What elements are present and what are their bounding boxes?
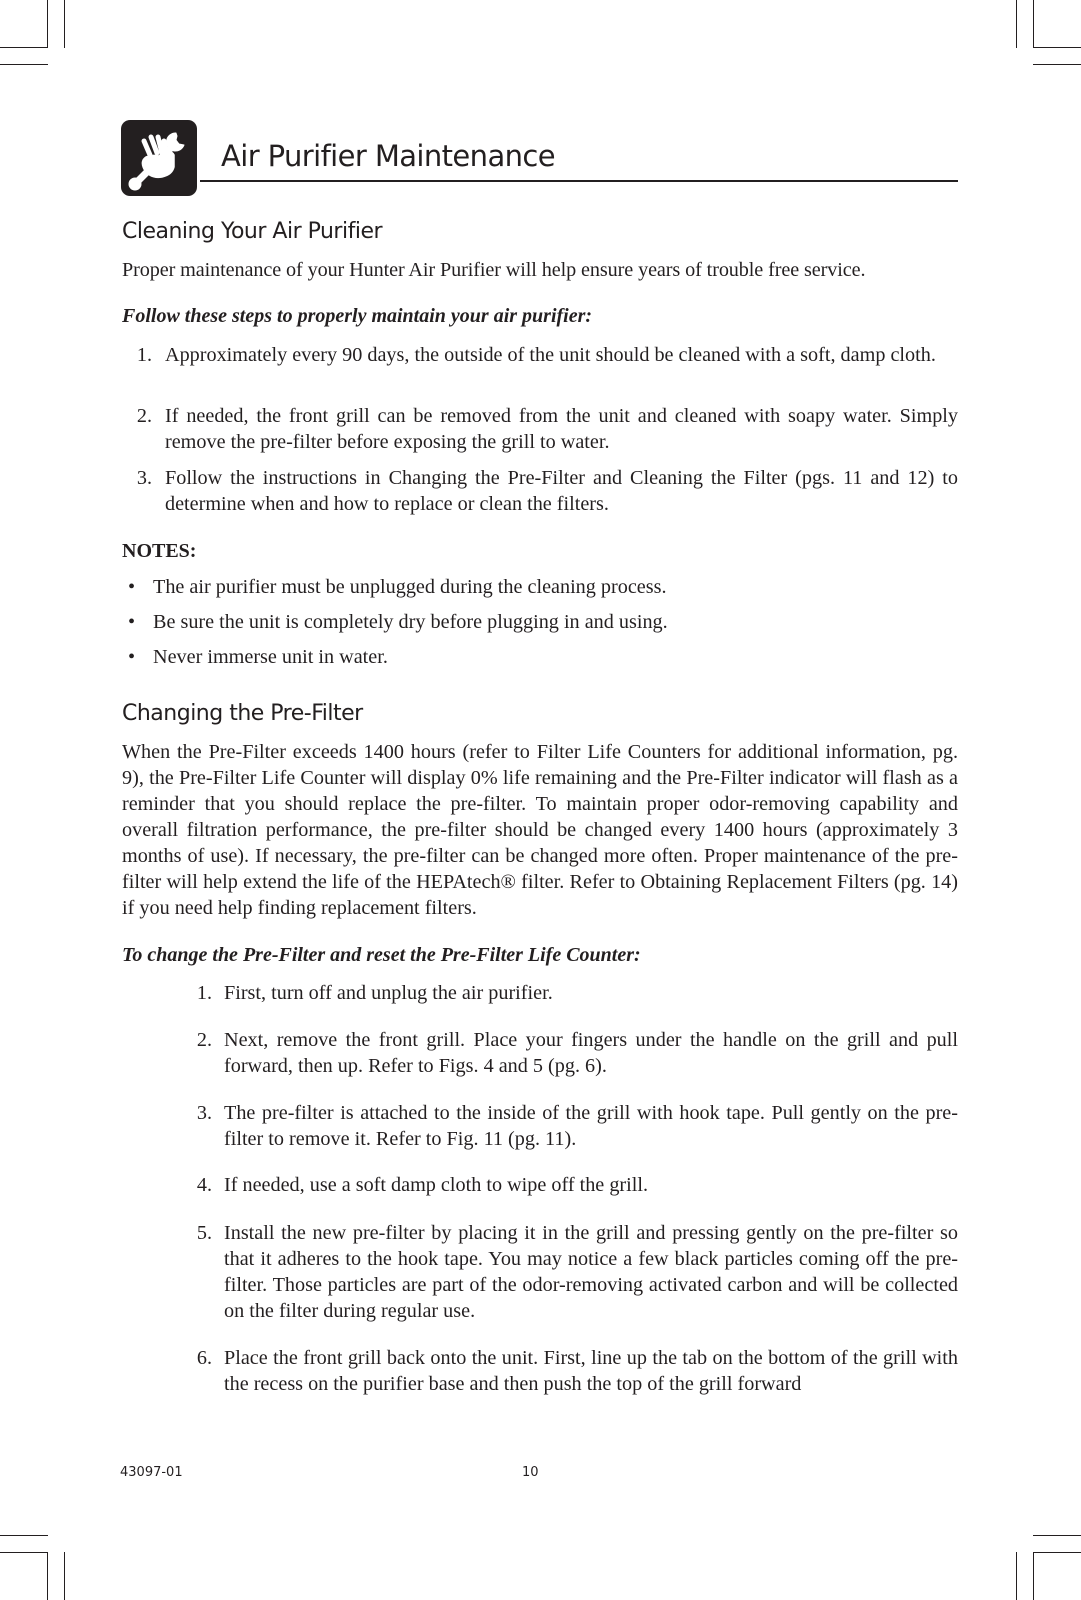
crop-mark xyxy=(64,0,65,48)
prefilter-lead: To change the Pre-Filter and reset the Pre-Filter Life Counter: xyxy=(122,944,641,966)
list-item-number: 1. xyxy=(196,982,212,1004)
crop-mark xyxy=(47,1552,48,1600)
crop-mark xyxy=(1016,0,1017,48)
crop-mark xyxy=(1033,1552,1081,1553)
list-item-number: 4. xyxy=(196,1174,212,1196)
crop-mark xyxy=(64,1552,65,1600)
list-item-text: The pre-filter is attached to the inside of the grill with hook tape. Pull gently on the pre-filter to remove it. Refer to Fig. 11 (pg. 11). xyxy=(224,1102,958,1150)
cleaning-intro: Proper maintenance of your Hunter Air Purifier will help ensure years of trouble free service. xyxy=(122,259,866,281)
crop-mark xyxy=(1033,1552,1034,1600)
crop-mark xyxy=(0,64,48,65)
crop-mark xyxy=(47,0,48,48)
prefilter-heading: Changing the Pre-Filter xyxy=(122,701,363,726)
note-item: • The air purifier must be unplugged during the cleaning process. xyxy=(128,576,667,598)
page-number: 10 xyxy=(522,1465,539,1480)
doc-number: 43097-01 xyxy=(120,1465,183,1480)
list-item-text: Install the new pre-filter by placing it in the grill and pressing gently on the pre-filter so that it adheres to the hook tape. You may notice a few black particles coming off the pre-filter. Those particles are part of the odor-removing activated carbon and will be collected on the filter during regular use. xyxy=(224,1222,958,1322)
list-item-number: 3. xyxy=(136,467,152,489)
crop-mark xyxy=(1033,1535,1081,1536)
note-text: Never immerse unit in water. xyxy=(153,646,388,668)
list-item-text: Next, remove the front grill. Place your fingers under the handle on the grill and pull forward, then up. Refer to Figs. 4 and 5 (pg. 6). xyxy=(224,1029,958,1077)
cleaning-heading: Cleaning Your Air Purifier xyxy=(122,219,383,244)
note-text: The air purifier must be unplugged during the cleaning process. xyxy=(153,576,667,598)
prefilter-body: When the Pre-Filter exceeds 1400 hours (refer to Filter Life Counters for additional information, pg. 9), the Pre-Filter Life Counter will display 0% life remaining and the Pre-Filter indicator will flash as a reminder that you should replace the pre-filter. To maintain proper odor-removing capability and overall filtration performance, the pre-filter should be changed every 1400 hours (approximately 3 months of use). If necessary, the pre-filter can be changed more often. Proper maintenance of the pre-filter will help extend the life of the HEPAtech® filter. Refer to Obtaining Replacement Filters (pg. 14) if you need help finding replacement filters. xyxy=(122,741,958,919)
list-item-text: First, turn off and unplug the air purifier. xyxy=(224,982,553,1004)
note-text: Be sure the unit is completely dry before plugging in and using. xyxy=(153,611,668,633)
hand-wrench-icon xyxy=(120,119,198,197)
list-item-number: 1. xyxy=(136,344,152,366)
page-title: Air Purifier Maintenance xyxy=(221,139,555,173)
section-header xyxy=(120,119,958,197)
list-item-text: If needed, use a soft damp cloth to wipe off the grill. xyxy=(224,1174,649,1196)
notes-heading: NOTES: xyxy=(122,540,197,562)
list-item-text: Approximately every 90 days, the outside of the unit should be cleaned with a soft, damp cloth. xyxy=(165,344,936,366)
crop-mark xyxy=(1033,0,1034,48)
crop-mark xyxy=(0,1535,48,1536)
list-item-number: 6. xyxy=(196,1347,212,1369)
note-item: • Never immerse unit in water. xyxy=(128,646,388,668)
cleaning-lead: Follow these steps to properly maintain your air purifier: xyxy=(122,305,593,327)
list-item-text: If needed, the front grill can be removed from the unit and cleaned with soapy water. Simply remove the pre-filter before exposing the grill to water. xyxy=(165,405,958,453)
crop-mark xyxy=(1033,47,1081,48)
list-item-number: 5. xyxy=(196,1222,212,1244)
note-item: • Be sure the unit is completely dry before plugging in and using. xyxy=(128,611,668,633)
header-divider xyxy=(200,180,958,182)
list-item-text: Follow the instructions in Changing the Pre-Filter and Cleaning the Filter (pgs. 11 and 12) to determine when and how to replace or clean the filters. xyxy=(165,467,958,515)
list-item-number: 3. xyxy=(196,1102,212,1124)
crop-mark xyxy=(1016,1552,1017,1600)
list-item-number: 2. xyxy=(136,405,152,427)
list-item-text: Place the front grill back onto the unit. First, line up the tab on the bottom of the grill with the recess on the purifier base and then push the top of the grill forward xyxy=(224,1347,958,1395)
crop-mark xyxy=(1033,64,1081,65)
crop-mark xyxy=(0,47,48,48)
crop-mark xyxy=(0,1552,48,1553)
list-item-number: 2. xyxy=(196,1029,212,1051)
